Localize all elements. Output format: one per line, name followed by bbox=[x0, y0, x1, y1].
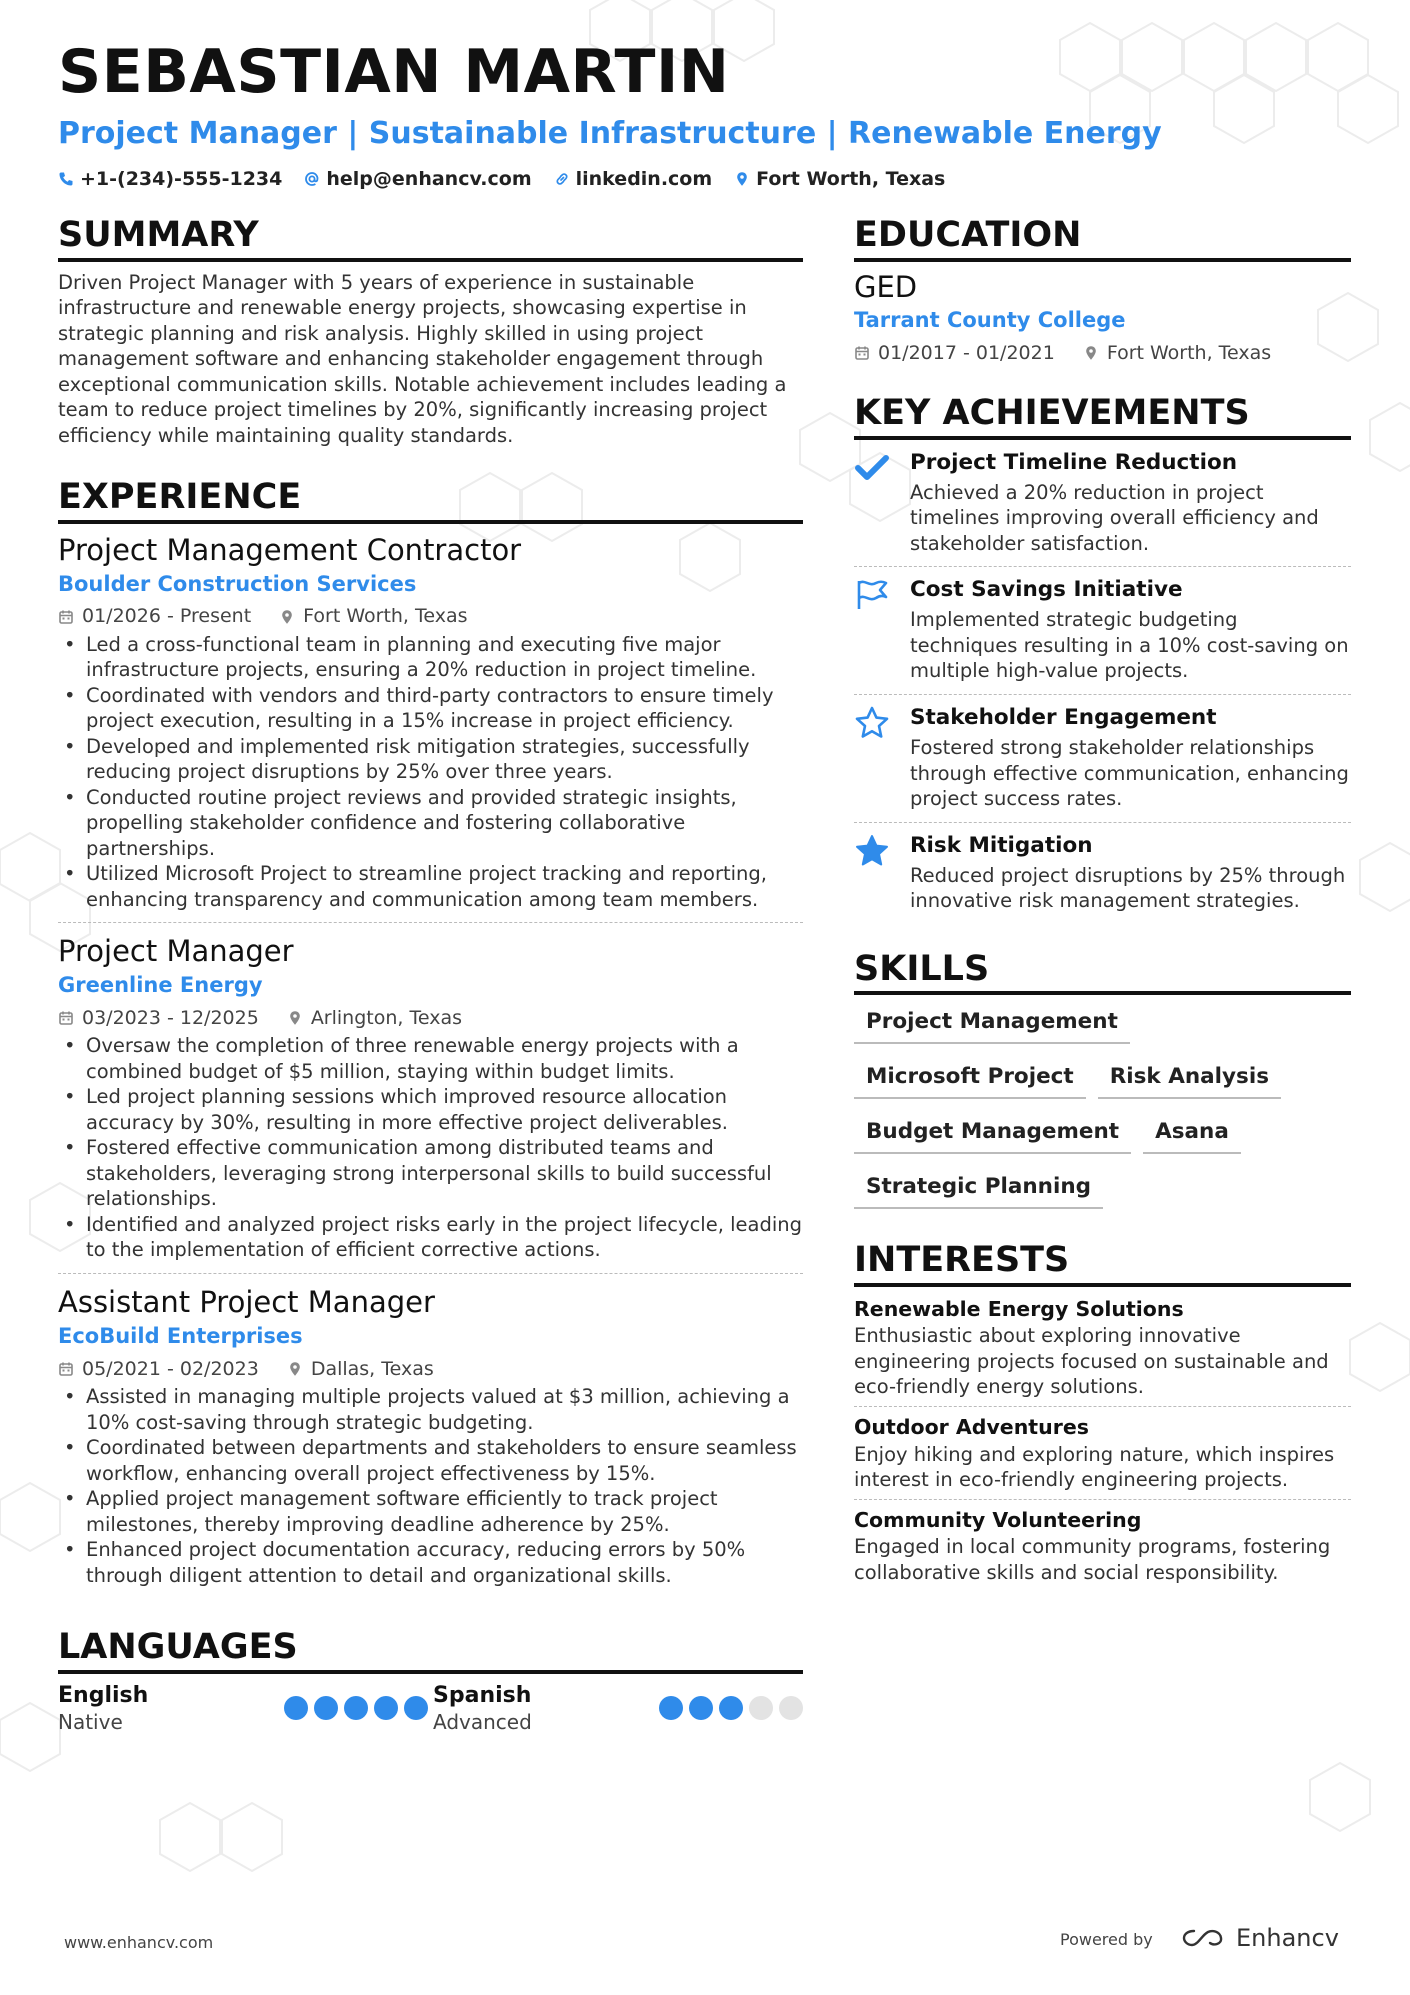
job-dates bbox=[58, 601, 251, 631]
location-pin-icon bbox=[1083, 345, 1099, 361]
language-name: Spanish bbox=[433, 1682, 532, 1708]
job-bullets bbox=[58, 1033, 803, 1263]
job-title: Assistant Project Manager bbox=[58, 1284, 435, 1319]
contact-linkedin[interactable] bbox=[554, 168, 713, 190]
location-pin-icon bbox=[287, 1361, 303, 1377]
education-meta bbox=[854, 338, 1351, 368]
skill-tag: Microsoft Project bbox=[854, 1058, 1086, 1099]
contact-phone[interactable] bbox=[58, 168, 282, 190]
rating-dot bbox=[689, 1696, 713, 1720]
job-meta bbox=[58, 601, 803, 631]
education-location-text: Fort Worth, Texas bbox=[1106, 341, 1272, 364]
experience-section bbox=[58, 478, 803, 1598]
contact-email[interactable] bbox=[304, 168, 531, 190]
job-entry bbox=[58, 1284, 803, 1598]
language-rating bbox=[284, 1696, 428, 1720]
job-entry bbox=[58, 933, 803, 1274]
job-title: Project Manager bbox=[58, 934, 294, 969]
rating-dot bbox=[344, 1696, 368, 1720]
interest-desc: Enjoy hiking and exploring nature, which inspires interest in eco-friendly engineering projects. bbox=[854, 1442, 1351, 1500]
bullet-item: • Identified and analyzed project risks early in the project lifecycle, leading to the implementation of efficient corrective actions. bbox=[58, 1212, 803, 1263]
languages-heading: LANGUAGES bbox=[58, 1628, 803, 1674]
link-icon bbox=[554, 171, 570, 187]
job-meta bbox=[58, 1354, 803, 1384]
bullet-item: • Coordinated between departments and stakeholders to ensure seamless workflow, enhancing overall project effectiveness by 15%. bbox=[58, 1435, 803, 1486]
education-dates-text: 01/2017 - 01/2021 bbox=[878, 341, 1055, 364]
job-meta bbox=[58, 1003, 803, 1033]
achievement-item bbox=[854, 567, 1351, 695]
achievement-title: Project Timeline Reduction bbox=[910, 449, 1238, 475]
job-dates-text: 03/2023 - 12/2025 bbox=[82, 1007, 259, 1030]
job-title: Project Management Contractor bbox=[58, 532, 522, 567]
bullet-item: • Oversaw the completion of three renewable energy projects with a combined budget of $5 million, staying within budget limits. bbox=[58, 1033, 803, 1084]
linkedin-text: linkedin.com bbox=[575, 168, 713, 190]
achievement-desc: Fostered strong stakeholder relationships through effective communication, enhancing project success rates. bbox=[910, 736, 1349, 811]
star-filled-icon bbox=[854, 833, 890, 869]
achievement-desc: Achieved a 20% reduction in project timelines improving overall efficiency and stakeholder satisfaction. bbox=[910, 480, 1319, 555]
job-dates bbox=[58, 1003, 259, 1033]
footer-brand[interactable] bbox=[1180, 1924, 1339, 1952]
bullet-item: • Assisted in managing multiple projects valued at $3 million, achieving a 10% cost-saving through strategic budgeting. bbox=[58, 1384, 803, 1435]
footer-url[interactable]: www.enhancv.com bbox=[64, 1933, 214, 1952]
company-name: Boulder Construction Services bbox=[58, 571, 417, 596]
job-location bbox=[279, 601, 467, 631]
education-location bbox=[1083, 338, 1271, 368]
check-icon bbox=[854, 450, 890, 486]
interest-desc: Engaged in local community programs, fostering collaborative skills and social responsibility. bbox=[854, 1535, 1331, 1584]
job-location-text: Dallas, Texas bbox=[310, 1357, 434, 1380]
skill-tag: Budget Management bbox=[854, 1113, 1131, 1154]
company-name: EcoBuild Enterprises bbox=[58, 1324, 303, 1349]
flag-icon bbox=[854, 577, 890, 613]
star-outline-icon bbox=[854, 705, 890, 741]
education-dates bbox=[854, 338, 1055, 368]
experience-heading: EXPERIENCE bbox=[58, 478, 803, 524]
interests-heading: INTERESTS bbox=[854, 1241, 1351, 1287]
location-pin-icon bbox=[279, 609, 295, 625]
achievements-section bbox=[854, 394, 1351, 923]
right-column bbox=[854, 216, 1351, 1597]
bullet-item: • Fostered effective communication among distributed teams and stakeholders, leveraging strong interpersonal skills to build successful relationships. bbox=[58, 1135, 803, 1212]
job-entry bbox=[58, 532, 803, 924]
summary-text: Driven Project Manager with 5 years of experience in sustainable infrastructure and renewable energy projects, showcasing expertise in strategic planning and risk analysis. Highly skilled in using project management software and enhancing stakeholder engagement through exceptional communication skills. Notable achievement includes leading a team to reduce project timelines by 20%, significantly increasing project efficiency while maintaining quality standards. bbox=[58, 270, 787, 447]
language-item bbox=[433, 1682, 803, 1736]
skill-tag: Project Management bbox=[854, 1003, 1130, 1044]
rating-dot bbox=[284, 1696, 308, 1720]
education-section bbox=[854, 216, 1351, 368]
rating-dot bbox=[659, 1696, 683, 1720]
summary-heading: SUMMARY bbox=[58, 216, 803, 262]
job-dates-text: 05/2021 - 02/2023 bbox=[82, 1357, 259, 1380]
email-text: help@enhancv.com bbox=[326, 168, 532, 190]
calendar-icon bbox=[854, 345, 870, 361]
footer-powered-by: Powered by bbox=[1060, 1930, 1153, 1949]
bullet-item: • Enhanced project documentation accuracy, reducing errors by 50% through diligent attention to detail and organizational skills. bbox=[58, 1537, 803, 1588]
location-text: Fort Worth, Texas bbox=[756, 168, 946, 190]
skill-tag: Asana bbox=[1143, 1113, 1241, 1154]
summary-section bbox=[58, 216, 803, 448]
interest-title: Renewable Energy Solutions bbox=[854, 1296, 1184, 1321]
education-school: Tarrant County College bbox=[854, 308, 1126, 333]
bullet-item: • Conducted routine project reviews and provided strategic insights, propelling stakeholder confidence and fostering collaborative partnerships. bbox=[58, 785, 803, 862]
enhancv-logo-icon bbox=[1180, 1926, 1226, 1950]
interest-title: Community Volunteering bbox=[854, 1507, 1142, 1532]
location-pin-icon bbox=[287, 1010, 303, 1026]
skills-list bbox=[854, 1003, 1351, 1209]
bullet-item: • Utilized Microsoft Project to streamline project tracking and reporting, enhancing transparency and communication among team members. bbox=[58, 861, 803, 912]
job-location bbox=[287, 1354, 434, 1384]
job-bullets bbox=[58, 1384, 803, 1588]
job-dates bbox=[58, 1354, 259, 1384]
achievement-item bbox=[854, 823, 1351, 924]
contact-bar bbox=[58, 168, 945, 190]
bullet-item: • Led project planning sessions which improved resource allocation accuracy by 30%, resulting in more effective project deliverables. bbox=[58, 1084, 803, 1135]
bullet-item: • Developed and implemented risk mitigation strategies, successfully reducing project disruptions by 25% over three years. bbox=[58, 734, 803, 785]
language-level: Native bbox=[58, 1710, 123, 1735]
achievement-desc: Implemented strategic budgeting techniques resulting in a 10% cost-saving on multiple high-value projects. bbox=[910, 608, 1349, 683]
candidate-name: SEBASTIAN MARTIN bbox=[58, 37, 730, 107]
skills-section bbox=[854, 950, 1351, 1210]
rating-dot bbox=[779, 1696, 803, 1720]
achievement-title: Risk Mitigation bbox=[910, 832, 1093, 858]
calendar-icon bbox=[58, 1361, 74, 1377]
achievement-item bbox=[854, 440, 1351, 568]
phone-icon bbox=[58, 171, 74, 187]
left-column bbox=[58, 216, 803, 1735]
calendar-icon bbox=[58, 1010, 74, 1026]
bullet-item: • Led a cross-functional team in planning and executing five major infrastructure projects, ensuring a 20% reduction in project timeline. bbox=[58, 632, 803, 683]
bullet-item: • Coordinated with vendors and third-party contractors to ensure timely project execution, resulting in a 15% increase in project efficiency. bbox=[58, 683, 803, 734]
at-icon bbox=[304, 171, 320, 187]
languages-list bbox=[58, 1682, 803, 1736]
rating-dot bbox=[374, 1696, 398, 1720]
footer-brand-text: Enhancv bbox=[1236, 1924, 1339, 1952]
contact-location bbox=[734, 168, 945, 190]
skills-heading: SKILLS bbox=[854, 950, 1351, 996]
rating-dot bbox=[314, 1696, 338, 1720]
interest-desc: Enthusiastic about exploring innovative engineering projects focused on sustainable and eco-friendly energy solutions. bbox=[854, 1323, 1351, 1407]
location-pin-icon bbox=[734, 171, 750, 187]
company-name: Greenline Energy bbox=[58, 973, 263, 998]
achievements-heading: KEY ACHIEVEMENTS bbox=[854, 394, 1351, 440]
rating-dot bbox=[749, 1696, 773, 1720]
phone-text: +1-(234)-555-1234 bbox=[80, 168, 283, 190]
bullet-item: • Applied project management software efficiently to track project milestones, thereby improving deadline adherence by 25%. bbox=[58, 1486, 803, 1537]
languages-section bbox=[58, 1628, 803, 1735]
skill-tag: Risk Analysis bbox=[1098, 1058, 1281, 1099]
achievement-item bbox=[854, 695, 1351, 823]
education-heading: EDUCATION bbox=[854, 216, 1351, 262]
interests-section bbox=[854, 1241, 1351, 1591]
rating-dot bbox=[404, 1696, 428, 1720]
headline: Project Manager | Sustainable Infrastructure | Renewable Energy bbox=[58, 116, 1162, 151]
achievement-desc: Reduced project disruptions by 25% through innovative risk management strategies. bbox=[910, 863, 1346, 913]
education-degree: GED bbox=[854, 269, 918, 304]
language-level: Advanced bbox=[433, 1710, 532, 1735]
calendar-icon bbox=[58, 609, 74, 625]
job-location bbox=[287, 1003, 462, 1033]
language-item bbox=[58, 1682, 428, 1736]
achievement-title: Cost Savings Initiative bbox=[910, 577, 1183, 603]
language-rating bbox=[659, 1696, 803, 1720]
achievement-title: Stakeholder Engagement bbox=[910, 704, 1217, 730]
job-bullets bbox=[58, 632, 803, 913]
rating-dot bbox=[719, 1696, 743, 1720]
job-dates-text: 01/2026 - Present bbox=[82, 605, 252, 628]
interest-title: Outdoor Adventures bbox=[854, 1414, 1089, 1439]
job-location-text: Fort Worth, Texas bbox=[303, 605, 468, 628]
job-location-text: Arlington, Texas bbox=[310, 1007, 462, 1030]
language-name: English bbox=[58, 1682, 149, 1708]
skill-tag: Strategic Planning bbox=[854, 1168, 1103, 1209]
